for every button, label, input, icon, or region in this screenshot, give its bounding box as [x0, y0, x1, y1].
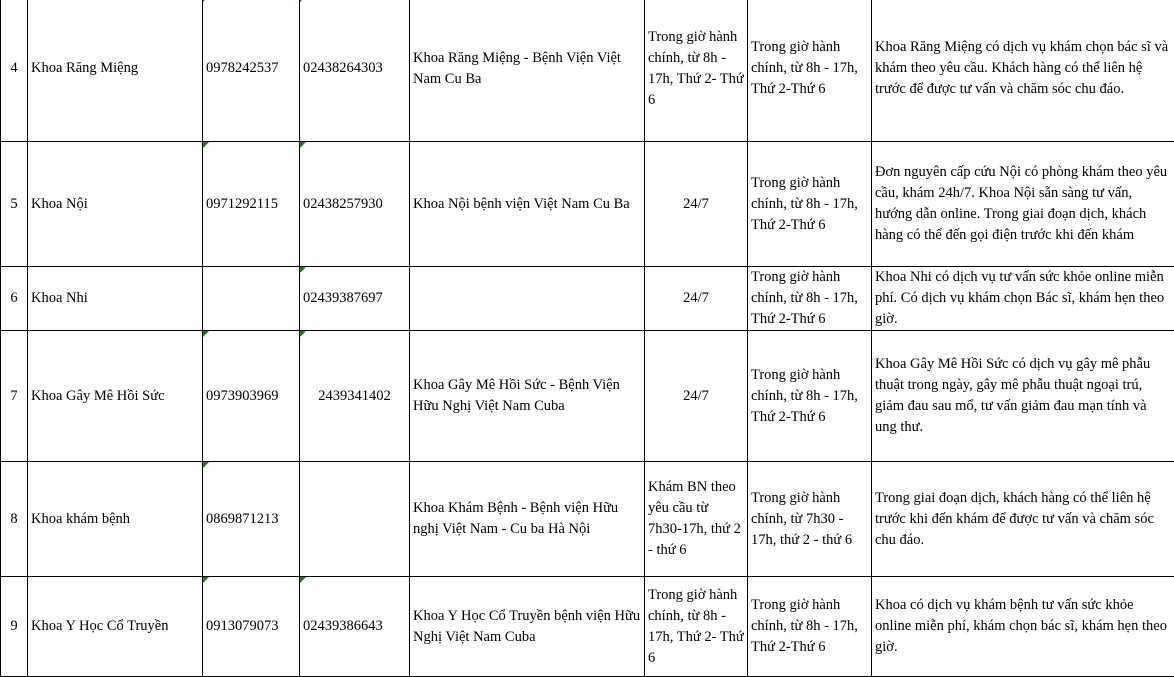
online-hours-cell[interactable]: Trong giờ hành chính, từ 8h - 17h, Thứ 2-Thứ 6: [748, 0, 872, 142]
online-hours-cell[interactable]: Trong giờ hành chính, từ 8h - 17h, Thứ 2-Thứ 6: [748, 331, 872, 462]
table-row: [1, 267, 1174, 331]
mobile-cell[interactable]: 0973903969: [203, 331, 300, 462]
mobile-cell[interactable]: [203, 267, 300, 331]
direct-hours-cell[interactable]: 24/7: [645, 331, 748, 462]
notes-cell[interactable]: Khoa có dịch vụ khám bệnh tư vấn sức khỏe online miễn phí, khám chọn bác sĩ, khám hẹn theo giờ.: [872, 577, 1174, 677]
department-cell[interactable]: Khoa Nhi: [28, 267, 203, 331]
unit-cell[interactable]: Khoa Y Học Cổ Truyền bệnh viện Hữu Nghị Việt Nam Cuba: [410, 577, 645, 677]
department-cell[interactable]: Khoa Gây Mê Hồi Sức: [28, 331, 203, 462]
online-hours-cell[interactable]: Trong giờ hành chính, từ 8h - 17h, Thứ 2-Thứ 6: [748, 267, 872, 331]
phone-cell[interactable]: 02439387697: [300, 267, 410, 331]
direct-hours-cell[interactable]: Khám BN theo yêu cầu từ 7h30-17h, thứ 2 - thứ 6: [645, 462, 748, 577]
row-number-cell[interactable]: 6: [1, 267, 28, 331]
table-row: [1, 462, 1174, 577]
online-hours-cell[interactable]: Trong giờ hành chính, từ 7h30 - 17h, thứ 2 - thứ 6: [748, 462, 872, 577]
direct-hours-cell[interactable]: Trong giờ hành chính, từ 8h - 17h, Thứ 2- Thứ 6: [645, 577, 748, 677]
table-row: [1, 142, 1174, 267]
direct-hours-cell[interactable]: 24/7: [645, 267, 748, 331]
unit-cell[interactable]: Khoa Răng Miệng - Bệnh Viện Việt Nam Cu Ba: [410, 0, 645, 142]
department-cell[interactable]: Khoa khám bệnh: [28, 462, 203, 577]
mobile-cell[interactable]: 0869871213: [203, 462, 300, 577]
department-cell[interactable]: Khoa Răng Miệng: [28, 0, 203, 142]
phone-cell[interactable]: 02439386643: [300, 577, 410, 677]
notes-cell[interactable]: Khoa Nhi có dịch vụ tư vấn sức khỏe online miễn phí. Có dịch vụ khám chọn Bác sĩ, khám hẹn theo giờ.: [872, 267, 1174, 331]
notes-cell[interactable]: Đơn nguyên cấp cứu Nội có phòng khám theo yêu cầu, khám 24h/7. Khoa Nội sẵn sàng tư vấn, hướng dẫn online. Trong giai đoạn dịch, khách hàng có thể đến gọi điện trước khi đến khám: [872, 142, 1174, 267]
table-row: [1, 577, 1174, 677]
department-cell[interactable]: Khoa Nội: [28, 142, 203, 267]
table-row: [1, 0, 1174, 142]
notes-cell[interactable]: Khoa Răng Miệng có dịch vụ khám chọn bác sĩ và khám theo yêu cầu. Khách hàng có thể liên hệ trước để được tư vấn và chăm sóc chu đáo.: [872, 0, 1174, 142]
direct-hours-cell[interactable]: Trong giờ hành chính, từ 8h - 17h, Thứ 2- Thứ 6: [645, 0, 748, 142]
unit-cell[interactable]: [410, 267, 645, 331]
phone-cell[interactable]: 2439341402: [300, 331, 410, 462]
unit-cell[interactable]: Khoa Khám Bệnh - Bệnh viện Hữu nghị Việt Nam - Cu ba Hà Nội: [410, 462, 645, 577]
table-row: [1, 331, 1174, 462]
row-number-cell[interactable]: 4: [1, 0, 28, 142]
online-hours-cell[interactable]: Trong giờ hành chính, từ 8h - 17h, Thứ 2-Thứ 6: [748, 142, 872, 267]
online-hours-cell[interactable]: Trong giờ hành chính, từ 8h - 17h, Thứ 2-Thứ 6: [748, 577, 872, 677]
phone-cell[interactable]: 02438257930: [300, 142, 410, 267]
phone-cell[interactable]: 02438264303: [300, 0, 410, 142]
row-number-cell[interactable]: 8: [1, 462, 28, 577]
mobile-cell[interactable]: 0978242537: [203, 0, 300, 142]
direct-hours-cell[interactable]: 24/7: [645, 142, 748, 267]
phone-cell[interactable]: [300, 462, 410, 577]
row-number-cell[interactable]: 9: [1, 577, 28, 677]
mobile-cell[interactable]: 0971292115: [203, 142, 300, 267]
mobile-cell[interactable]: 0913079073: [203, 577, 300, 677]
notes-cell[interactable]: Trong giai đoạn dịch, khách hàng có thể liên hệ trước khi đến khám để được tư vấn và chăm sóc chu đáo.: [872, 462, 1174, 577]
row-number-cell[interactable]: 7: [1, 331, 28, 462]
row-number-cell[interactable]: 5: [1, 142, 28, 267]
unit-cell[interactable]: Khoa Gây Mê Hồi Sức - Bệnh Viện Hữu Nghị Việt Nam Cuba: [410, 331, 645, 462]
unit-cell[interactable]: Khoa Nội bệnh viện Việt Nam Cu Ba: [410, 142, 645, 267]
notes-cell[interactable]: Khoa Gây Mê Hồi Sức có dịch vụ gây mê phẫu thuật trong ngày, gây mê phẫu thuật ngoại trú, giảm đau sau mổ, tư vấn giảm đau mạn tính và ung thư.: [872, 331, 1174, 462]
department-cell[interactable]: Khoa Y Học Cổ Truyền: [28, 577, 203, 677]
